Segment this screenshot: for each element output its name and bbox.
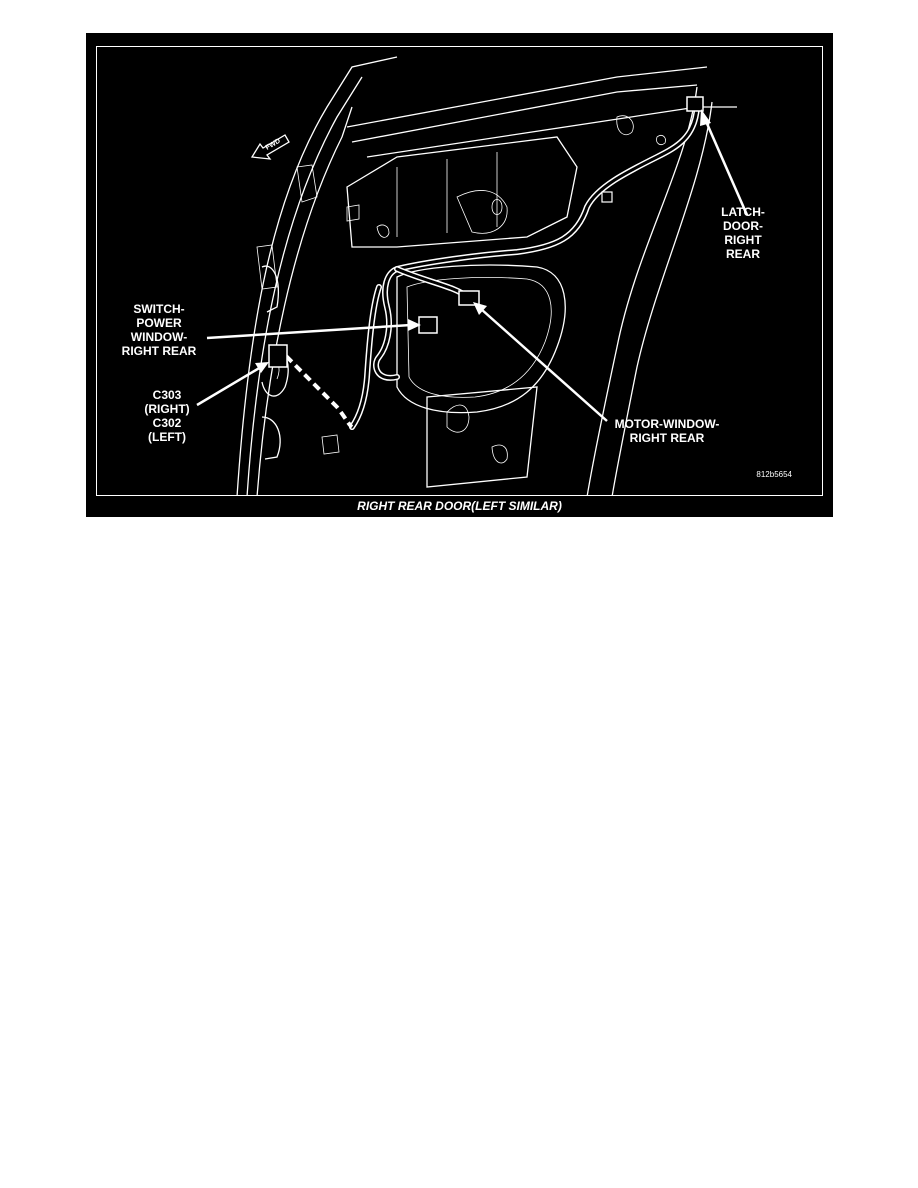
- figure-caption: RIGHT REAR DOOR(LEFT SIMILAR): [357, 499, 562, 513]
- connector-callout-label: C303 (RIGHT) C302 (LEFT): [144, 388, 190, 444]
- motor-leader-arrow: [473, 302, 607, 421]
- forward-direction-arrow-icon: [252, 135, 289, 159]
- figure-frame: [86, 33, 833, 517]
- figure-id: 812b5654: [756, 470, 792, 479]
- latch-callout-label: LATCH- DOOR- RIGHT REAR: [721, 205, 765, 261]
- door-wiring-illustration: [96, 46, 823, 496]
- switch-connector-icon: [419, 317, 437, 333]
- motor-callout-label: MOTOR-WINDOW- RIGHT REAR: [614, 417, 720, 445]
- fwd-label: FWD: [264, 137, 282, 152]
- latch-connector-icon: [687, 97, 703, 111]
- switch-callout-label: SWITCH- POWER WINDOW- RIGHT REAR: [121, 302, 197, 358]
- c303-connector-icon: [269, 345, 287, 367]
- latch-leader-arrow: [700, 109, 747, 215]
